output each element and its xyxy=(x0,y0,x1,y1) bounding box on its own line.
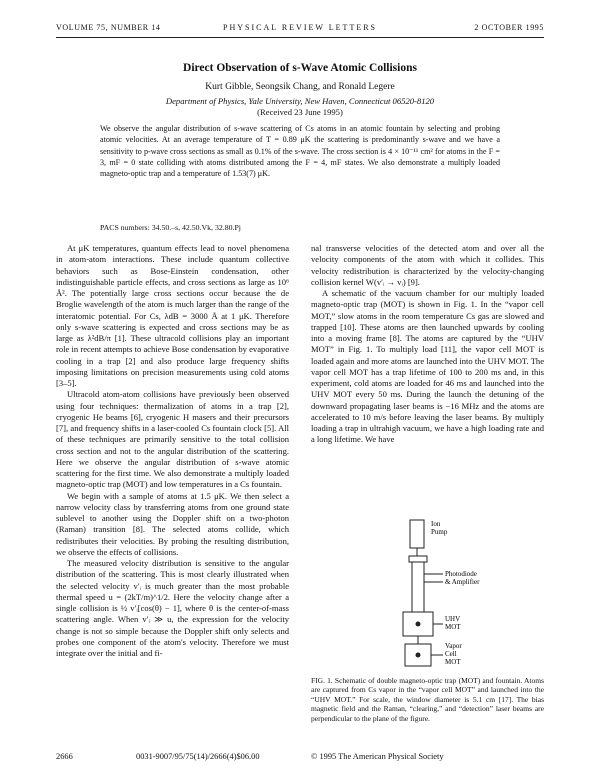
uhv-mot-label: UHV MOT xyxy=(445,615,461,631)
ion-pump-body xyxy=(410,520,424,548)
volume-number: VOLUME 75, NUMBER 14 xyxy=(56,23,161,32)
paragraph: The measured velocity distribution is sensitive to the angular distribution of the scattering. This is most clearly illustrated when the selected velocity v′ᵢ is much greater than the most probable thermal speed u = (2kT/m)^1/2. Here the velocity change after a single collision is ½ v′ᵢ[cos(θ) − 1], where θ is the center-of-mass scattering angle. When v′ᵢ ≫ u, the expression for the velocity change is not so simple because the Doppler shift only selects and probes one component of the atom's velocity. Therefore we must integrate over the initial and fi- xyxy=(56,558,289,658)
paragraph: We begin with a sample of atoms at 1.5 μK. We then select a narrow velocity class by transferring atoms from one ground state sublevel to another using the Doppler shift on a two-photon (Raman) transition [8]. The selected atoms collide, which redistributes their velocities. By probing the resulting distribution, we observe the effects of collisions. xyxy=(56,490,289,557)
ion-pump-label: Ion Pump xyxy=(431,520,448,536)
article-title: Direct Observation of s-Wave Atomic Collisions xyxy=(183,62,417,74)
right-column xyxy=(311,243,544,446)
paragraph: At μK temperatures, quantum effects lead to novel phenomena in atom-atom interactions. These include quantum collective behaviors such as Bose-Einstein condensation, other indistinguishable particle effects, and cross sections as large as 10⁶ Å². The potentially large cross sections occur because the de Broglie wavelength of the atom is much larger than the range of the interatomic potential. For Cs, λdB = 3000 Å at 1 μK. Therefore only s-wave scattering is expected and cross sections may be as large as λ²dB/π [1]. These ultracold collisions play an important role in recent attempts to achieve Bose condensation by evaporative cooling in a trap [2] and also produce large frequency shifts imposing limitations on precision measurements using cold atoms [3–5]. xyxy=(56,243,289,388)
paragraph: nal transverse velocities of the detected atom and over all the velocity components of the atom with which it collides. This velocity redistribution is characterized by the velocity-changing collision kernel W(v′ᵢ → vᵢ) [9]. xyxy=(311,243,544,287)
copyright: © 1995 The American Physical Society xyxy=(311,752,444,761)
page-footer xyxy=(56,752,544,764)
apparatus-schematic-figure xyxy=(395,514,525,674)
photodiode-label: Photodiode & Amplifier xyxy=(445,570,480,586)
issue-date: 2 OCTOBER 1995 xyxy=(474,23,544,32)
figure-caption: FIG. 1. Schematic of double magneto-optic trap (MOT) and fountain. Atoms are captured from Cs vapor in the “vapor cell MOT” and launched into the “UHV MOT.” For scale, the window diameter is 5.1 cm [17]. The bias magnetic field and the Raman, “clearing,” and “detection” laser beams are perpendicular to the plane of the figure. xyxy=(311,676,544,723)
page-number: 2666 xyxy=(56,752,73,761)
left-column xyxy=(56,243,289,659)
paragraph: Ultracold atom-atom collisions have previously been observed using four techniques: thermalization of atoms in a trap [2], cryogenic He beams [6], cryogenic H masers and their precursors [7], and frequency shifts in a laser-cooled Cs fountain clock [5]. All of these techniques are primarily sensitive to the total collision cross section and not to the angular distribution of the scattering. Here we observe the angular distribution of s-wave atomic scattering for the first time. We also demonstrate a multiply loaded magneto-optic trap (MOT) and low temperatures in a Cs fountain. xyxy=(56,389,289,490)
abstract: We observe the angular distribution of s-wave scattering of Cs atoms in an atomic fountain by selecting and probing atomic velocities. At an average temperature of T = 0.89 μK the scattering is predominantly s-wave and we have a sensitivity to p-wave cross sections as small as 0.1% of the s-wave. The cross section is 4 × 10⁻¹¹ cm² for atoms in the F = 3, mF = 0 state colliding with atoms distributed among the F = 4, mF states. We also demonstrate a multiply loaded magneto-optic trap and a temperature of 1.53(7) μK. xyxy=(100,124,500,179)
header-rule xyxy=(56,37,544,38)
article-code: 0031-9007/95/75(14)/2666(4)$06.00 xyxy=(136,752,260,761)
author-list: Kurt Gibble, Seongsik Chang, and Ronald Legere xyxy=(205,82,395,92)
vapor-mot-atoms xyxy=(416,653,421,658)
vapor-cell-mot-label: Vapor Cell MOT xyxy=(445,642,462,666)
paragraph: A schematic of the vacuum chamber for our multiply loaded magneto-optic trap (MOT) is shown in Fig. 1. In the “vapor cell MOT,” slow atoms in the room temperature Cs gas are slowed and trapped [10]. These atoms are then launched upwards by cooling into a moving frame [8]. The atoms are captured by the “UHV MOT” in Fig. 1. To multiply load [11], the vapor cell MOT is loaded again and more atoms are launched into the UHV MOT. The vapor cell MOT has a trap lifetime of 100 to 200 ms and, in this experiment, cold atoms are loaded for 46 ms and launched into the UHV MOT every 50 ms. During the launch the detuning of the downward propagating laser beams is −16 MHz and the atoms are accelerated to 10 m/s before leaving the laser beams. By multiply loading a trap in ultrahigh vacuum, we have a high loading rate and a long lifetime. We have xyxy=(311,288,544,445)
uhv-mot-atoms xyxy=(416,622,421,627)
received-date: (Received 23 June 1995) xyxy=(257,107,343,117)
journal-name: PHYSICAL REVIEW LETTERS xyxy=(223,23,377,32)
pacs-numbers: PACS numbers: 34.50.–s, 42.50.Vk, 32.80.Pj xyxy=(100,223,241,232)
fountain-tube xyxy=(412,562,424,612)
affiliation: Department of Physics, Yale University, New Haven, Connecticut 06520-8120 xyxy=(165,96,435,106)
running-header xyxy=(56,23,544,35)
